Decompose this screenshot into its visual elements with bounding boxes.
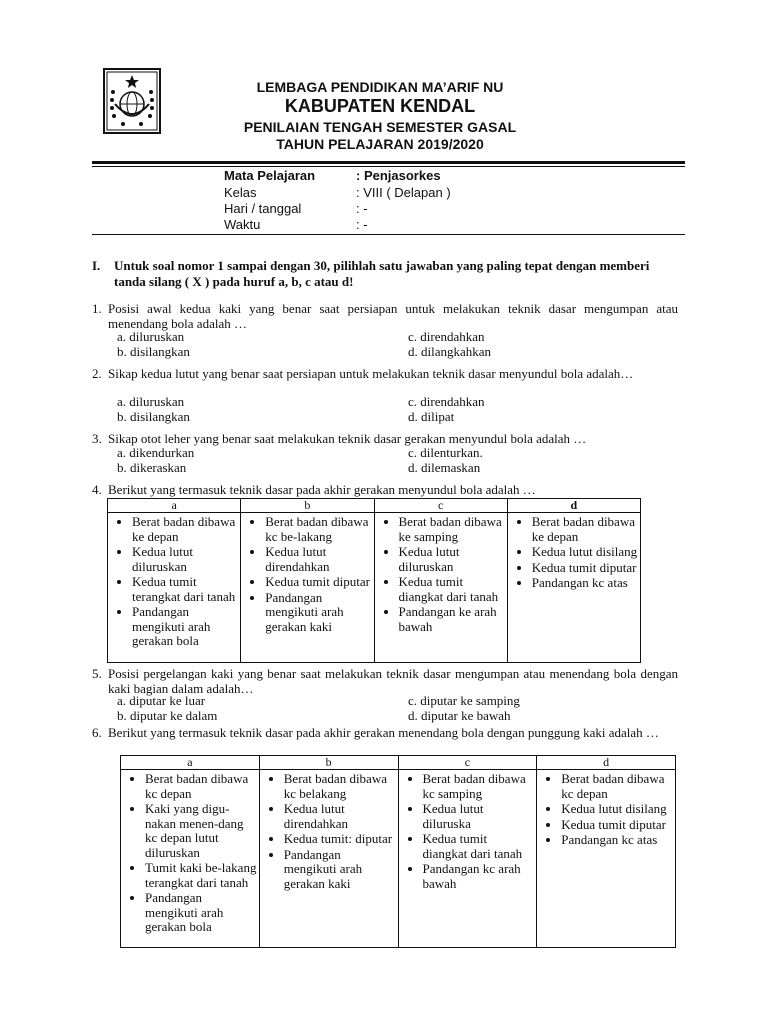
info-row-subject: Mata Pelajaran : Penjasorkes [224,168,441,183]
header-institution: LEMBAGA PENDIDIKAN MA’ARIF NU [256,79,504,95]
table6-header-c: c [398,756,537,770]
table6-header-d: d [537,756,676,770]
q5-option-c[interactable]: c. diputar ke samping [408,693,520,708]
table6-option-c[interactable] [398,770,537,948]
question-4-table [107,498,641,663]
q3-option-d[interactable]: d. dilemaskan [408,460,481,475]
list-item: • Kedua tumit diangkat dari tanah [399,575,505,604]
table4-option-c[interactable] [374,513,507,663]
list-item: • Kedua lutut direndahkan [265,545,371,574]
info-row-date: Hari / tanggal : - [224,201,368,216]
list-item: • Kaki yang digu-nakan menen-dang kc depan lutut diluruskan [145,802,257,860]
list-item: • Berat badan dibawa ke depan [132,515,238,544]
q5-option-a[interactable]: a. diputar ke luar [117,693,206,708]
table6-option-a[interactable] [121,770,260,948]
header-region: KABUPATEN KENDAL [284,96,476,116]
list-item: • Kedua lutut diluruska [423,802,535,831]
info-row-class: Kelas : VIII ( Delapan ) [224,185,451,200]
table4-header-d: d [507,499,640,513]
table4-header-b: b [241,499,374,513]
list-item: • Pandangan mengikuti arah gerakan bola [145,891,257,935]
q1-option-a[interactable]: a. diluruskan [117,329,185,344]
list-item: • Pandangan kc atas [532,576,638,591]
list-item: • Pandangan kc arah bawah [423,862,535,891]
table4-header-c: c [374,499,507,513]
question-3: 3. Sikap otot leher yang benar saat melakukan teknik dasar gerakan menyundul bola adalah … [92,431,587,446]
info-divider [92,234,685,235]
list-item: • Kedua tumit diputar [532,561,638,576]
list-item: • Berat badan dibawa kc belakang [284,772,396,801]
table6-header-b: b [259,756,398,770]
table4-option-a[interactable] [108,513,241,663]
question-2: 2. Sikap kedua lutut yang benar saat persiapan untuk melakukan teknik dasar menyundul bola adalah… [92,366,634,381]
header-exam: PENILAIAN TENGAH SEMESTER GASAL [243,119,517,135]
list-item: • Pandangan mengikuti arah gerakan bola [132,605,238,649]
question-4: 4. Berikut yang termasuk teknik dasar pada akhir gerakan menyundul bola adalah … [92,482,536,497]
section-instruction: I. Untuk soal nomor 1 sampai dengan 30, pilihlah satu jawaban yang paling tepat dengan memberi tanda silang ( X ) pada huruf a, b, c atau d! [92,258,650,289]
q5-option-b[interactable]: b. diputar ke dalam [117,708,218,723]
question-1: 1. Posisi awal kedua kaki yang benar saat persiapan untuk melakukan teknik dasar mengumpan atau menendang bola adalah … [92,301,678,331]
q2-option-c[interactable]: c. direndahkan [408,394,485,409]
list-item: • Kedua lutut diluruskan [399,545,505,574]
list-item: • Berat badan dibawa kc depan [145,772,257,801]
q5-option-d[interactable]: d. diputar ke bawah [408,708,511,723]
list-item: • Berat badan dibawa kc be-lakang [265,515,371,544]
table4-header-a: a [108,499,241,513]
q3-option-b[interactable]: b. dikeraskan [117,460,187,475]
question-6: 6. Berikut yang termasuk teknik dasar pada akhir gerakan menendang bola dengan punggung kaki adalah … [92,725,659,740]
list-item: • Kedua tumit terangkat dari tanah [132,575,238,604]
q2-option-a[interactable]: a. diluruskan [117,394,185,409]
list-item: • Kedua tumit diputar [561,818,673,833]
list-item: • Tumit kaki be-lakang terangkat dari tanah [145,861,257,890]
list-item: • Berat badan dibawa kc samping [423,772,535,801]
table6-header-a: a [121,756,260,770]
info-row-time: Waktu : - [224,217,368,232]
list-item: • Pandangan mengikuti arah gerakan kaki [265,591,371,635]
list-item: • Pandangan kc atas [561,833,673,848]
list-item: • Kedua lutut direndahkan [284,802,396,831]
table4-option-b[interactable] [241,513,374,663]
list-item: • Kedua lutut disilang [561,802,673,817]
question-5: 5. Posisi pergelangan kaki yang benar saat melakukan teknik dasar mengumpan atau menendang bola dengan kaki bagian dalam adalah… [92,666,678,696]
table6-option-b[interactable] [259,770,398,948]
header-divider-thick [92,161,685,164]
list-item: • Kedua lutut disilang [532,545,638,560]
q1-option-b[interactable]: b. disilangkan [117,344,190,359]
question-6-table [120,755,676,948]
list-item: • Kedua tumit: diputar [284,832,396,847]
list-item: • Berat badan dibawa ke samping [399,515,505,544]
school-logo [103,68,161,134]
list-item: • Berat badan dibawa ke depan [532,515,638,544]
header-year: TAHUN PELAJARAN 2019/2020 [276,136,484,152]
q1-option-d[interactable]: d. dilangkahkan [408,344,492,359]
q2-option-b[interactable]: b. disilangkan [117,409,190,424]
q1-option-c[interactable]: c. direndahkan [408,329,485,344]
list-item: • Pandangan mengikuti arah gerakan kaki [284,848,396,892]
header-divider-thin [92,166,685,167]
list-item: • Kedua tumit diangkat dari tanah [423,832,535,861]
q3-option-c[interactable]: c. dilenturkan. [408,445,483,460]
table6-option-d[interactable] [537,770,676,948]
q2-option-d[interactable]: d. dilipat [408,409,455,424]
list-item: • Berat badan dibawa kc depan [561,772,673,801]
list-item: • Pandangan ke arah bawah [399,605,505,634]
q3-option-a[interactable]: a. dikendurkan [117,445,195,460]
list-item: • Kedua lutut diluruskan [132,545,238,574]
list-item: • Kedua tumit diputar [265,575,371,590]
table4-option-d[interactable] [507,513,640,663]
